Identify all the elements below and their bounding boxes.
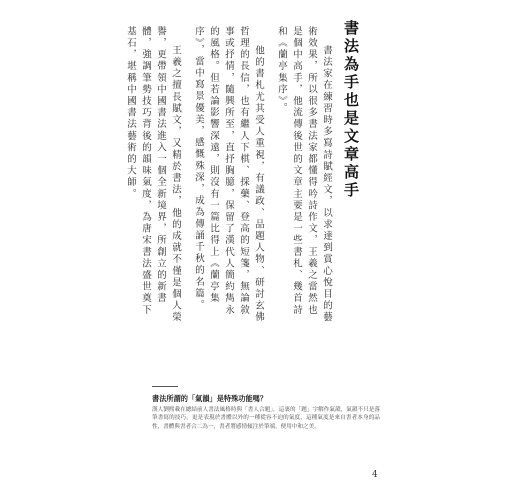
footnote-title: 書法所謂的「氣韻」是特殊功能嗎？ bbox=[152, 394, 268, 403]
body-paragraph: 王羲之擅長賦文，又精於書法，他的成就不僅是個人榮譽，更帶領中國書法進入一個全新境界，所創立的新書體，強調筆勢技巧背後的韻味氣度，為唐宋書法盛世奠下基石，堪稱中國書法藝術的大師。 bbox=[125, 26, 181, 324]
page-number: 4 bbox=[372, 470, 378, 480]
page-title: 書法為手也是文章高手 bbox=[342, 20, 360, 200]
body-paragraph: 他的書札尤其受人重視，有議政、品題人物、研討玄佛哲理的長信，也有繼人下棋、採藥、登高的短箋，無論敘事或抒情，隨興所至，直抒胸臆，保留了漢代人簡約雋永的風格。但若論影響深遠，則沒有一篇比得上《蘭亭集序》，當中寫景優美，感慨殊深，成為傳誦千秋的名篇。 bbox=[193, 26, 264, 324]
footnote-box bbox=[152, 393, 380, 431]
body-text-column bbox=[123, 26, 334, 326]
footnote-body: 漢人劉熙載在總結前人書法風格時與「書人合題」，這裏的「題」字解作氣韻，氣韻不只是落筆書寫的技巧，更是表現於書體以外的一種從容不迫的氣度，這種氣度是來自書者本身的品性，書體與書者合二為一，書者將感情傾注於筆端，便用中和之美。 bbox=[152, 407, 380, 430]
body-paragraph: 書法家在練習時多寫詩賦經文，以求達到賞心悅目的藝術效果，所以很多書法家都懂得吟詩作文，王羲之當然也是個中高手，他流傳後世的文章主要是一些書札、幾首詩和《蘭亭集序》。 bbox=[276, 26, 332, 324]
footnote-divider bbox=[152, 386, 178, 387]
